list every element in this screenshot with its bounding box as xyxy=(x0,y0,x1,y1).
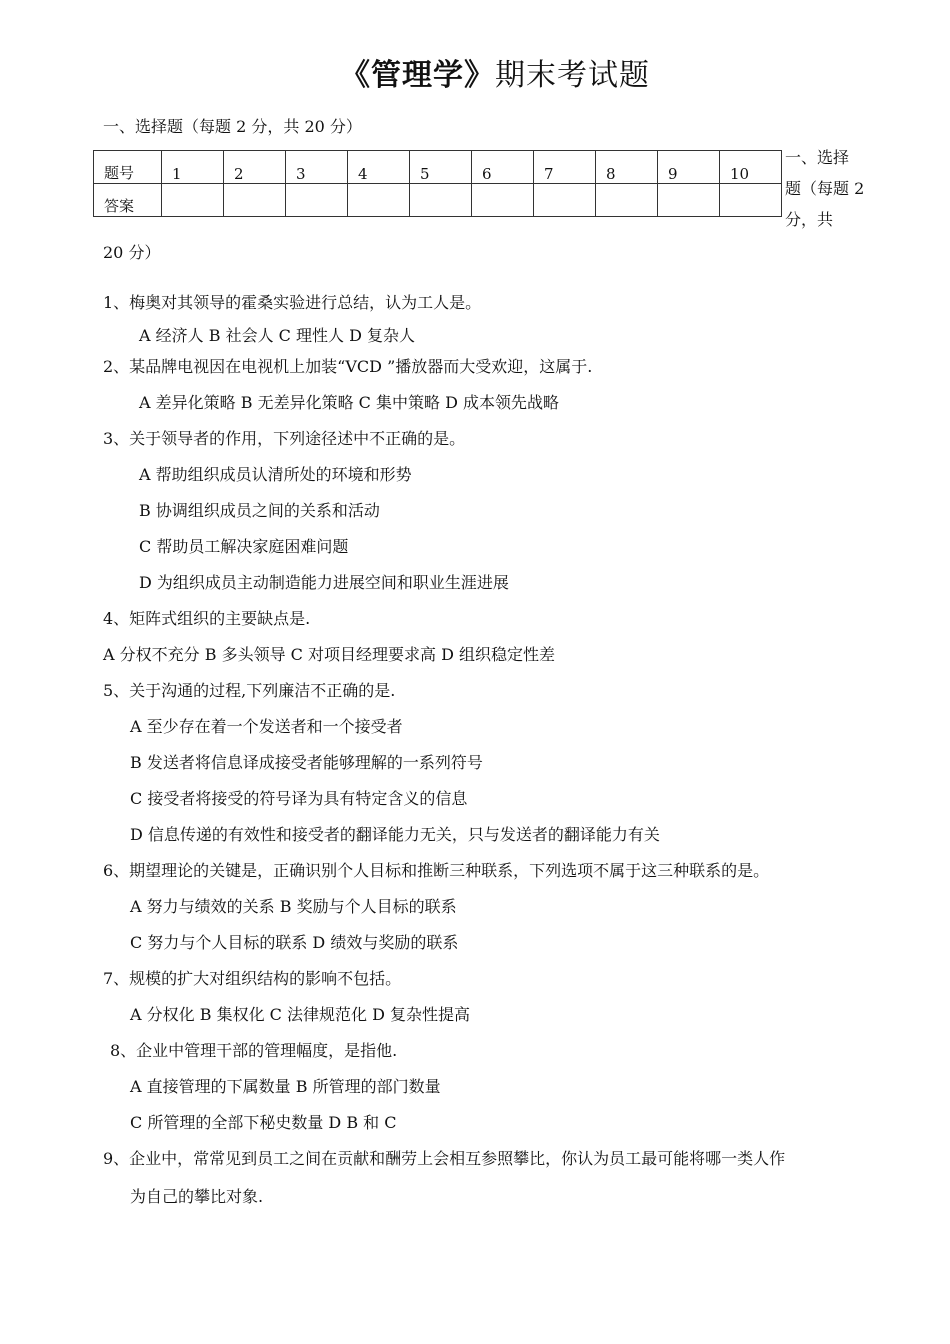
question-number: 7 xyxy=(534,151,596,184)
question-number: 3 xyxy=(286,151,348,184)
question-8: 8、企业中管理干部的管理幅度，是指他. xyxy=(110,1041,398,1060)
question-9: 9、企业中，常常见到员工之间在贡献和酬劳上会相互参照攀比，你认为员工最可能将哪一类人作 xyxy=(103,1149,786,1168)
answer-cell[interactable] xyxy=(348,184,410,217)
question-number: 2 xyxy=(224,151,286,184)
table-row xyxy=(94,184,782,217)
title-main: 《管理学》 xyxy=(340,58,495,93)
question-5-option-d: D 信息传递的有效性和接受者的翻译能力无关，只与发送者的翻译能力有关 xyxy=(130,825,660,844)
question-9-continued: 为自己的攀比对象. xyxy=(130,1187,264,1206)
question-3-option-d: D 为组织成员主动制造能力进展空间和职业生涯进展 xyxy=(139,573,509,592)
question-8-options-cd: C 所管理的全部下秘史数量 D B 和 C xyxy=(130,1113,397,1132)
side-note-line: 一、选择 xyxy=(785,148,850,167)
question-number: 10 xyxy=(720,151,782,184)
question-number: 5 xyxy=(410,151,472,184)
question-2: 2、某品牌电视因在电视机上加装“VCD ”播放器而大受欢迎，这属于. xyxy=(103,357,593,376)
question-number: 4 xyxy=(348,151,410,184)
answer-table xyxy=(93,150,782,217)
question-4-options: A 分权不充分 B 多头领导 C 对项目经理要求高 D 组织稳定性差 xyxy=(103,645,555,664)
side-note-line: 分，共 xyxy=(785,210,834,229)
question-6-options-cd: C 努力与个人目标的联系 D 绩效与奖励的联系 xyxy=(130,933,459,952)
answer-cell[interactable] xyxy=(658,184,720,217)
page-title xyxy=(0,50,950,94)
question-5-option-c: C 接受者将接受的符号译为具有特定含义的信息 xyxy=(130,789,468,808)
question-4: 4、矩阵式组织的主要缺点是. xyxy=(103,609,311,628)
question-3: 3、关于领导者的作用，下列途径述中不正确的是。 xyxy=(103,429,466,448)
answer-cell[interactable] xyxy=(534,184,596,217)
row-label-number: 题号 xyxy=(94,151,162,184)
question-8-options-ab: A 直接管理的下属数量 B 所管理的部门数量 xyxy=(130,1077,441,1096)
question-1-options: A 经济人 B 社会人 C 理性人 D 复杂人 xyxy=(139,326,415,345)
row-label-answer: 答案 xyxy=(94,184,162,217)
question-7: 7、规模的扩大对组织结构的影响不包括。 xyxy=(103,969,402,988)
question-number: 9 xyxy=(658,151,720,184)
side-note xyxy=(785,142,870,235)
answer-cell[interactable] xyxy=(720,184,782,217)
answer-cell[interactable] xyxy=(596,184,658,217)
side-note-continued: 20 分） xyxy=(103,243,161,262)
question-number: 6 xyxy=(472,151,534,184)
table-row xyxy=(94,151,782,184)
question-6-options-ab: A 努力与绩效的关系 B 奖励与个人目标的联系 xyxy=(130,897,457,916)
question-7-options: A 分权化 B 集权化 C 法律规范化 D 复杂性提高 xyxy=(130,1005,470,1024)
question-5: 5、关于沟通的过程,下列廉洁不正确的是. xyxy=(103,681,396,700)
answer-cell[interactable] xyxy=(286,184,348,217)
answer-cell[interactable] xyxy=(224,184,286,217)
question-3-option-b: B 协调组织成员之间的关系和活动 xyxy=(139,501,380,520)
side-note-line: 题（每题 2 xyxy=(785,179,865,198)
question-3-option-c: C 帮助员工解决家庭困难问题 xyxy=(139,537,349,556)
question-6: 6、期望理论的关键是，正确识别个人目标和推断三种联系，下列选项不属于这三种联系的是。 xyxy=(103,861,770,880)
question-2-options: A 差异化策略 B 无差异化策略 C 集中策略 D 成本领先战略 xyxy=(139,393,559,412)
question-5-option-b: B 发送者将信息译成接受者能够理解的一系列符号 xyxy=(130,753,483,772)
question-5-option-a: A 至少存在着一个发送者和一个接受者 xyxy=(130,717,403,736)
question-number: 1 xyxy=(162,151,224,184)
question-1: 1、梅奥对其领导的霍桑实验进行总结，认为工人是。 xyxy=(103,293,482,312)
answer-cell[interactable] xyxy=(162,184,224,217)
answer-cell[interactable] xyxy=(472,184,534,217)
question-number: 8 xyxy=(596,151,658,184)
section-heading: 一、选择题（每题 2 分，共 20 分） xyxy=(103,117,362,136)
title-rest: 期末考试题 xyxy=(495,58,650,93)
question-3-option-a: A 帮助组织成员认清所处的环境和形势 xyxy=(139,465,412,484)
answer-cell[interactable] xyxy=(410,184,472,217)
